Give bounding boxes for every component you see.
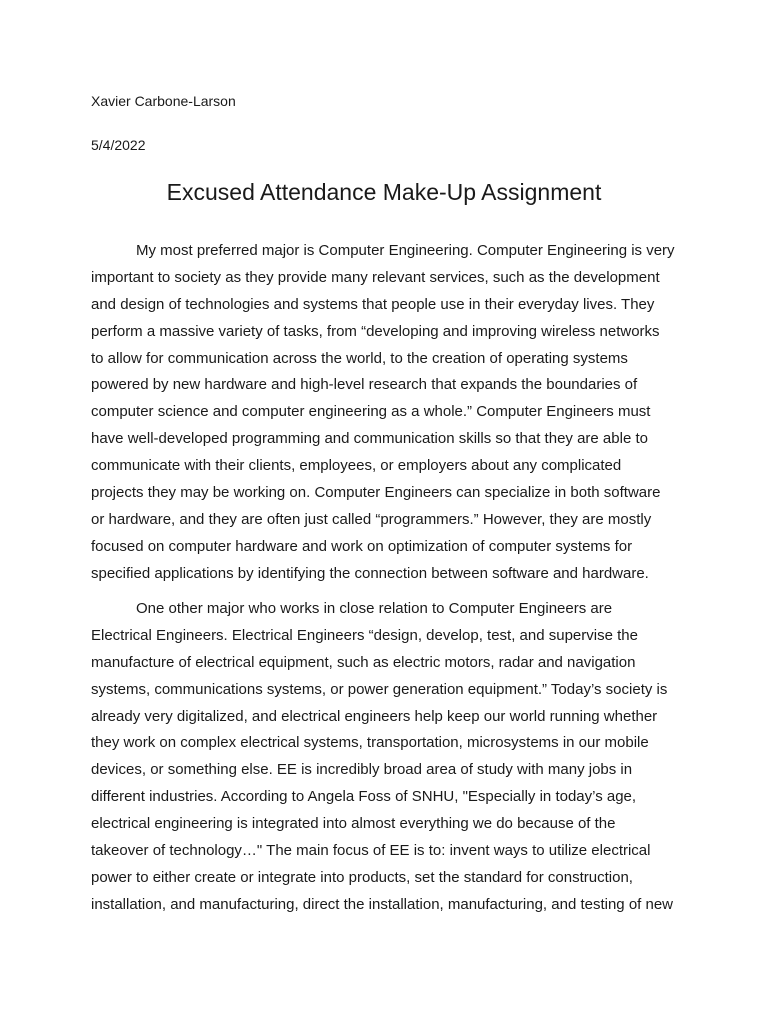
text-line: devices, or something else. EE is incredibly broad area of study with many jobs in [91,761,633,779]
text-line: or hardware, and they are often just called “programmers.” However, they are mostly [91,510,652,528]
text-line: focused on computer hardware and work on optimization of computer systems for [91,537,633,555]
text-line: computer science and computer engineering as a whole.” Computer Engineers must [91,403,651,421]
text-line: electrical engineering is integrated into almost everything we do because of the [91,815,616,833]
text-line: systems, communications systems, or power generation equipment.” Today’s society is [91,680,668,698]
text-line: specified applications by identifying the connection between software and hardware. [91,564,649,582]
paragraph-1 [91,238,691,588]
document-title: Excused Attendance Make-Up Assignment [166,179,602,205]
text-line: have well-developed programming and communication skills so that they are able to [91,430,648,448]
document-date: 5/4/2022 [91,137,146,153]
text-line: My most preferred major is Computer Engineering. Computer Engineering is very [136,242,675,259]
text-line: to allow for communication across the world, to the creation of operating systems [91,349,628,367]
text-line: manufacture of electrical equipment, such as electric motors, radar and navigation [91,653,636,671]
text-line: powered by new hardware and high-level research that expands the boundaries of [91,376,638,394]
paragraph-2 [91,596,691,919]
text-line: different industries. According to Angela Foss of SNHU, "Especially in today’s age, [91,788,637,806]
text-line: already very digitalized, and electrical engineers help keep our world running whether [91,707,658,725]
text-line: perform a massive variety of tasks, from “developing and improving wireless networks [91,322,660,340]
text-line: and design of technologies and systems that people use in their everyday lives. They [91,295,655,313]
text-line: takeover of technology…" The main focus of EE is to: invent ways to utilize electrical [91,842,651,860]
text-line: communicate with their clients, employees, or employers about any complicated [91,457,622,475]
author-name: Xavier Carbone-Larson [91,93,236,109]
text-line: Electrical Engineers. Electrical Engineers “design, develop, test, and supervise the [91,626,638,644]
text-line: installation, and manufacturing, direct the installation, manufacturing, and testing of new [91,895,674,913]
text-line: One other major who works in close relation to Computer Engineers are [136,600,613,617]
text-line: power to either create or integrate into products, set the standard for construction, [91,868,633,886]
text-line: they work on complex electrical systems, transportation, microsystems in our mobile [91,734,649,752]
text-line: important to society as they provide many relevant services, such as the development [91,268,660,286]
text-line: projects they may be working on. Computer Engineers can specialize in both software [91,484,661,502]
